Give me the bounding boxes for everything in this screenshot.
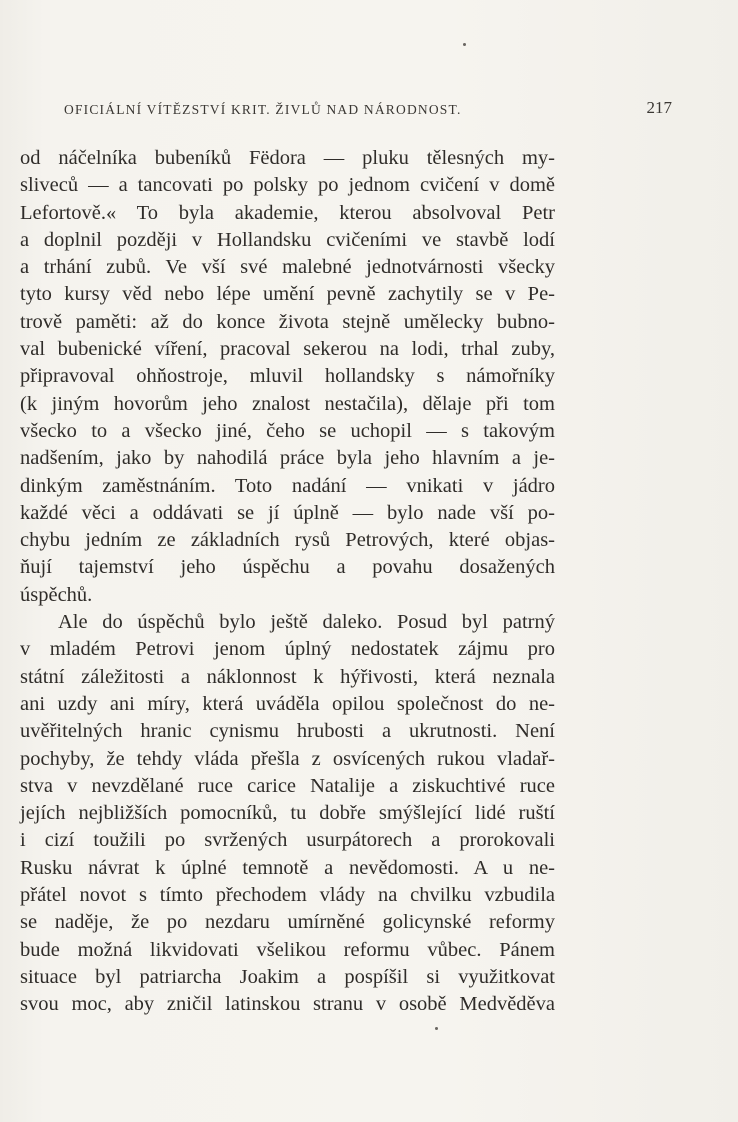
text-line: situace byl patriarcha Joakim a pospíšil si využitkovat [20, 965, 555, 988]
ink-speck [463, 43, 466, 46]
text-line: (k jiným hovorům jeho znalost nestačila), dělaje při tom [20, 392, 555, 415]
running-head: OFICIÁLNÍ VÍTĚZSTVÍ KRIT. ŽIVLŮ NAD NÁRODNOST. [64, 102, 462, 117]
text-line: se naděje, že po nezdaru umírněné golicynské reformy [20, 911, 555, 934]
text-line: tyto kursy věd nebo lépe umění pevně zachytily se v Pe- [20, 283, 555, 306]
text-line: ňují tajemství jeho úspěchu a povahu dosažených [20, 556, 555, 579]
text-line: od náčelníka bubeníků Fëdora — pluku tělesných my- [20, 147, 555, 169]
text-line: všecko to a všecko jiné, čeho se uchopil — s takovým [20, 419, 555, 442]
text-line: a trhání zubů. Ve vší své malebné jednotvárnosti všecky [20, 256, 555, 279]
text-line: trově paměti: až do konce života stejně umělecky bubno- [20, 310, 555, 333]
text-line: chybu jedním ze základních rysů Petrových, které objas- [20, 529, 555, 552]
text-line: Rusku návrat k úplné temnotě a nevědomosti. A u ne- [20, 856, 555, 879]
text-line: svou moc, aby zničil latinskou stranu v osobě Medvěděva [20, 993, 555, 1016]
text-line: a doplnil později v Hollandsku cvičeními ve stavbě lodí [20, 228, 555, 251]
text-line: dinkým zaměstnáním. Toto nadání — vnikati v jádro [20, 474, 555, 497]
text-line: sliveců — a tancovati po polsky po jednom cvičení v domě [20, 174, 555, 197]
text-line: uvěřitelných hranic cynismu hrubosti a ukrutnosti. Není [20, 720, 555, 743]
page-header [64, 96, 672, 120]
ink-speck [435, 1027, 438, 1030]
text-line: val bubenické víření, pracoval sekerou na lodi, trhal zuby, [20, 338, 555, 361]
text-line: v mladém Petrovi jenom úplný nedostatek zájmu pro [20, 638, 555, 661]
text-line: nadšením, jako by nahodilá práce byla jeho hlavním a je- [20, 447, 555, 470]
text-line: jejích nejbližších pomocníků, tu dobře smýšlející lidé ruští [20, 802, 555, 825]
text-line: připravoval ohňostroje, mluvil hollandsky s námořníky [20, 365, 555, 388]
text-line: každé věci a oddávati se jí úplně — bylo nade vší po- [20, 501, 555, 524]
text-line: pochyby, že tehdy vláda přešla z osvícených rukou vladař- [20, 747, 555, 770]
text-line: bude možná likvidovati všelikou reformu vůbec. Pánem [20, 938, 555, 961]
text-line: přátel novot s tímto přechodem vlády na chvilku vzbudila [20, 884, 555, 907]
page-number: 217 [646, 98, 672, 117]
text-line: Ale do úspěchů bylo ještě daleko. Posud byl patrný [58, 611, 555, 634]
text-line: ani uzdy ani míry, která uváděla opilou společnost do ne- [20, 692, 555, 715]
body-text [20, 145, 555, 1019]
text-line: státní záležitosti a náklonnost k hýřivosti, která neznala [20, 665, 555, 688]
text-line: Lefortově.« To byla akademie, kterou absolvoval Petr [20, 201, 555, 224]
text-line: i cizí toužili po svržených usurpátorech a prorokovali [20, 829, 555, 852]
text-line: stva v nevzdělané ruce carice Natalije a ziskuchtivé ruce [20, 774, 555, 797]
text-line: úspěchů. [20, 583, 93, 606]
